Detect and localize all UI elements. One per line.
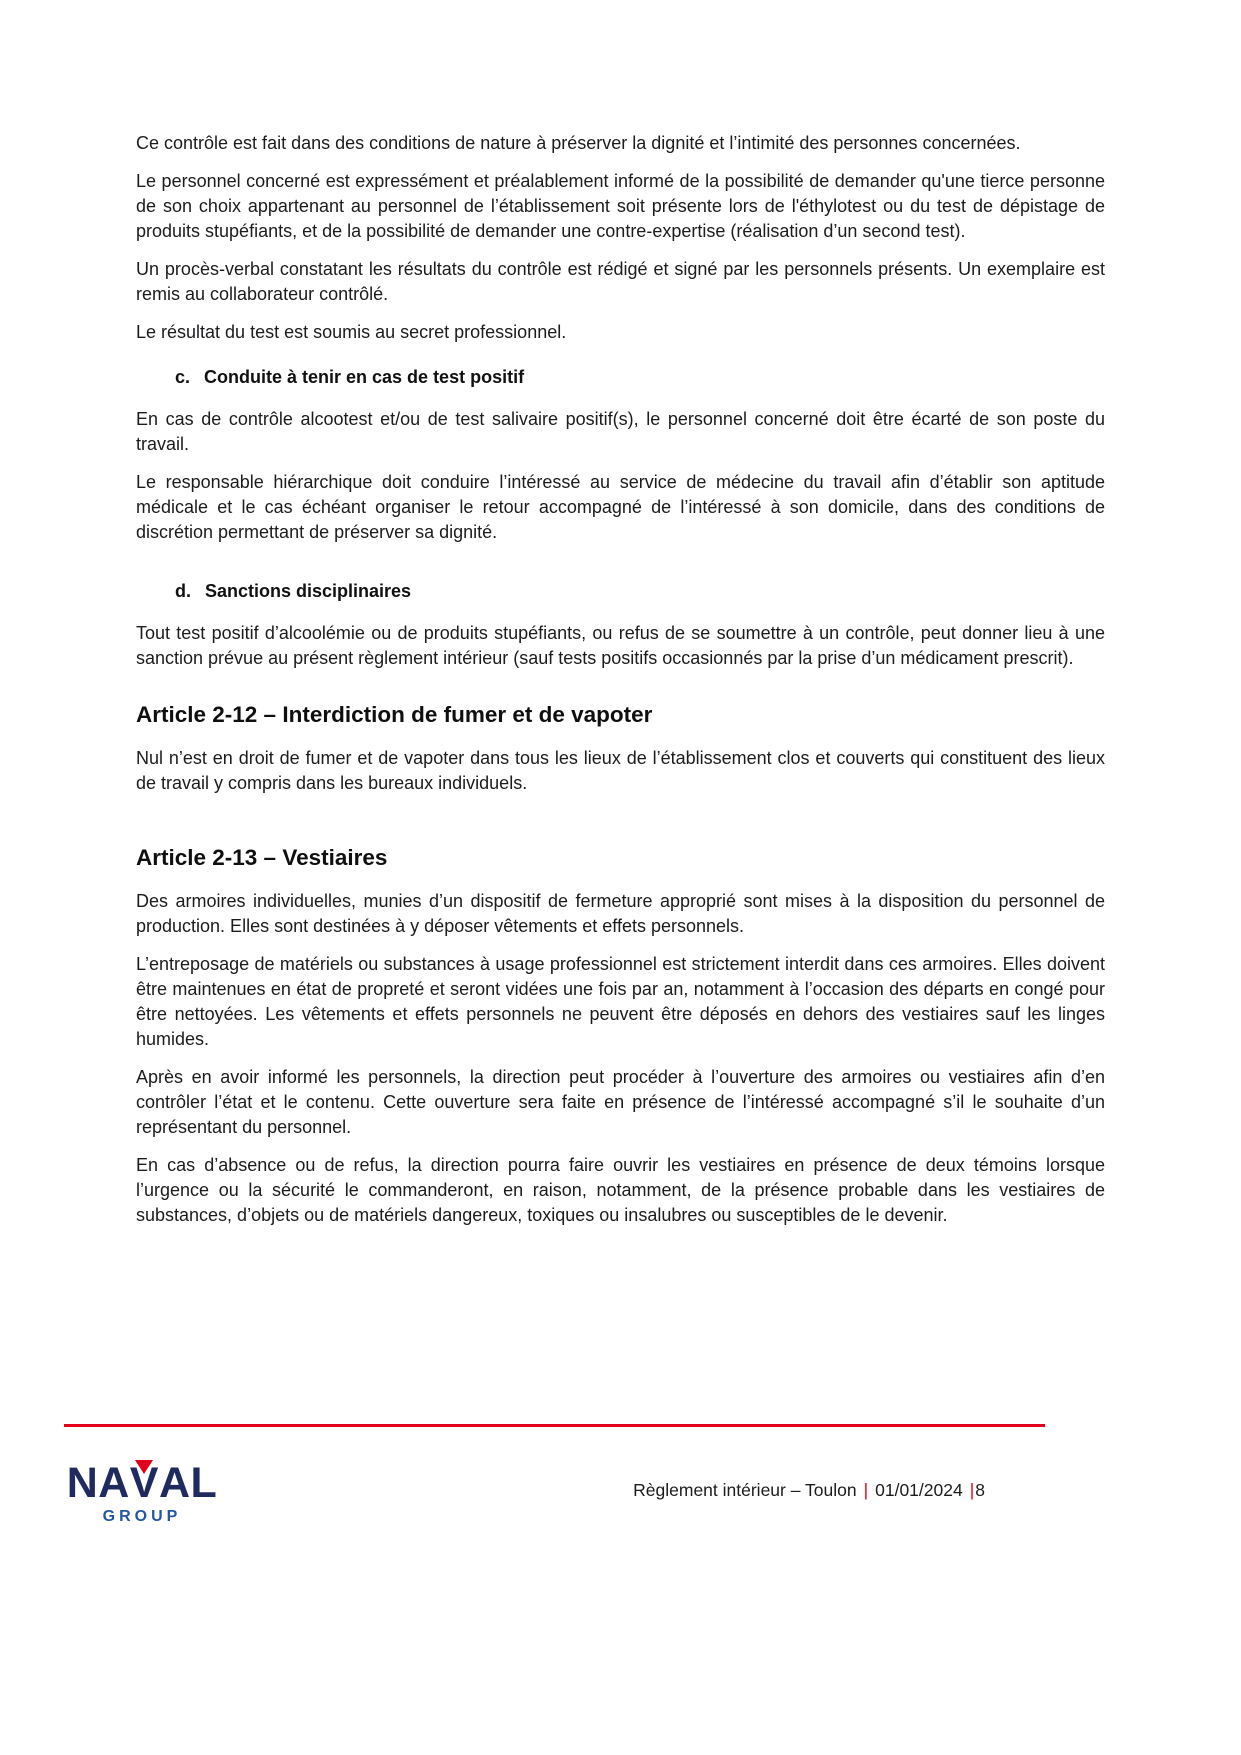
article-2-13-heading: Article 2-13 – Vestiaires xyxy=(136,845,388,871)
footer-date: 01/01/2024 xyxy=(875,1480,963,1500)
paragraph: Ce contrôle est fait dans des conditions de nature à préserver la dignité et l’intimité des personnes concernées. xyxy=(136,133,1021,153)
logo-letters-al: AL xyxy=(158,1459,218,1507)
footer-page-number: 8 xyxy=(975,1480,985,1500)
logo-wordmark xyxy=(50,1459,234,1507)
paragraph: En cas de contrôle alcootest et/ou de test salivaire positif(s), le personnel concerné doit être écarté de son poste du travail. xyxy=(136,409,1105,454)
subheading-label: d. xyxy=(175,581,191,601)
subheading-text: Sanctions disciplinaires xyxy=(205,581,412,601)
document-body xyxy=(136,131,1105,1241)
paragraph: Un procès-verbal constatant les résultats du contrôle est rédigé et signé par les personnels présents. Un exemplaire est remis au collaborateur contrôlé. xyxy=(136,259,1105,304)
subheading-d xyxy=(136,579,1105,604)
paragraph: Des armoires individuelles, munies d’un dispositif de fermeture approprié sont mises à la disposition du personnel de production. Elles sont destinées à y déposer vêtements et effets personnels. xyxy=(136,891,1105,937)
paragraph: En cas d’absence ou de refus, la direction pourra faire ouvrir les vestiaires en présence de deux témoins lorsque l’urgence ou la sécurité le commanderont, en raison, notamment, de la présence probable dans les vestiaires de substances, d’objets ou de matériels dangereux, toxiques ou insalubres ou susceptibles de le devenir. xyxy=(136,1155,1105,1226)
paragraph: Tout test positif d’alcoolémie ou de produits stupéfiants, ou refus de se soumettre à un contrôle, peut donner lieu à une sanction prévue au présent règlement intérieur (sauf tests positifs occasionnés par la prise d’un médicament prescrit). xyxy=(136,623,1105,668)
footer-separator: | xyxy=(969,1480,975,1500)
paragraph: L’entreposage de matériels ou substances à usage professionnel est strictement interdit dans ces armoires. Elles doivent être maintenues en état de propreté et seront vidées une fois par an, notamment à l’occasion des départs en congé pour être nettoyées. Les vêtements et effets personnels ne peuvent être déposés en dehors des vestiaires sauf les linges humides. xyxy=(136,954,1105,1050)
naval-group-logo xyxy=(50,1459,234,1526)
subheading-c xyxy=(136,365,1105,390)
paragraph: Après en avoir informé les personnels, la direction peut procéder à l’ouverture des armoires ou vestiaires afin d’en contrôler l’état et le contenu. Cette ouverture sera faite en présence de l’intéressé accompagné s’il le souhaite d’un représentant du personnel. xyxy=(136,1067,1105,1138)
footer-separator: | xyxy=(863,1480,869,1500)
paragraph: Le résultat du test est soumis au secret professionnel. xyxy=(136,322,567,342)
logo-group-text: GROUP xyxy=(102,1508,182,1525)
logo-red-chevron-icon xyxy=(135,1460,153,1474)
footer-document-title: Règlement intérieur – Toulon xyxy=(633,1480,857,1500)
paragraph: Le personnel concerné est expressément et préalablement informé de la possibilité de demander qu'une tierce personne de son choix appartenant au personnel de l’établissement soit présente lors de l'éthylotest ou du test de dépistage de produits stupéfiants, et de la possibilité de demander une contre-expertise (réalisation d’un second test). xyxy=(136,171,1105,241)
subheading-label: c. xyxy=(175,367,191,387)
logo-letter-v: V xyxy=(129,1459,159,1507)
paragraph: Le responsable hiérarchique doit conduire l’intéressé au service de médecine du travail afin d’établir son aptitude médicale et le cas échéant organiser le retour accompagné de l’intéressé à son domicile, dans des conditions de discrétion permettant de préserver sa dignité. xyxy=(136,472,1105,542)
subheading-text: Conduite à tenir en cas de test positif xyxy=(204,367,525,387)
article-2-12-heading: Article 2-12 – Interdiction de fumer et de vapoter xyxy=(136,702,653,727)
paragraph: Nul n’est en droit de fumer et de vapoter dans tous les lieux de l’établissement clos et couverts qui constituent des lieux de travail y compris dans les bureaux individuels. xyxy=(136,748,1105,794)
logo-letters-na: NA xyxy=(66,1459,130,1507)
footer-divider xyxy=(64,1424,1045,1427)
